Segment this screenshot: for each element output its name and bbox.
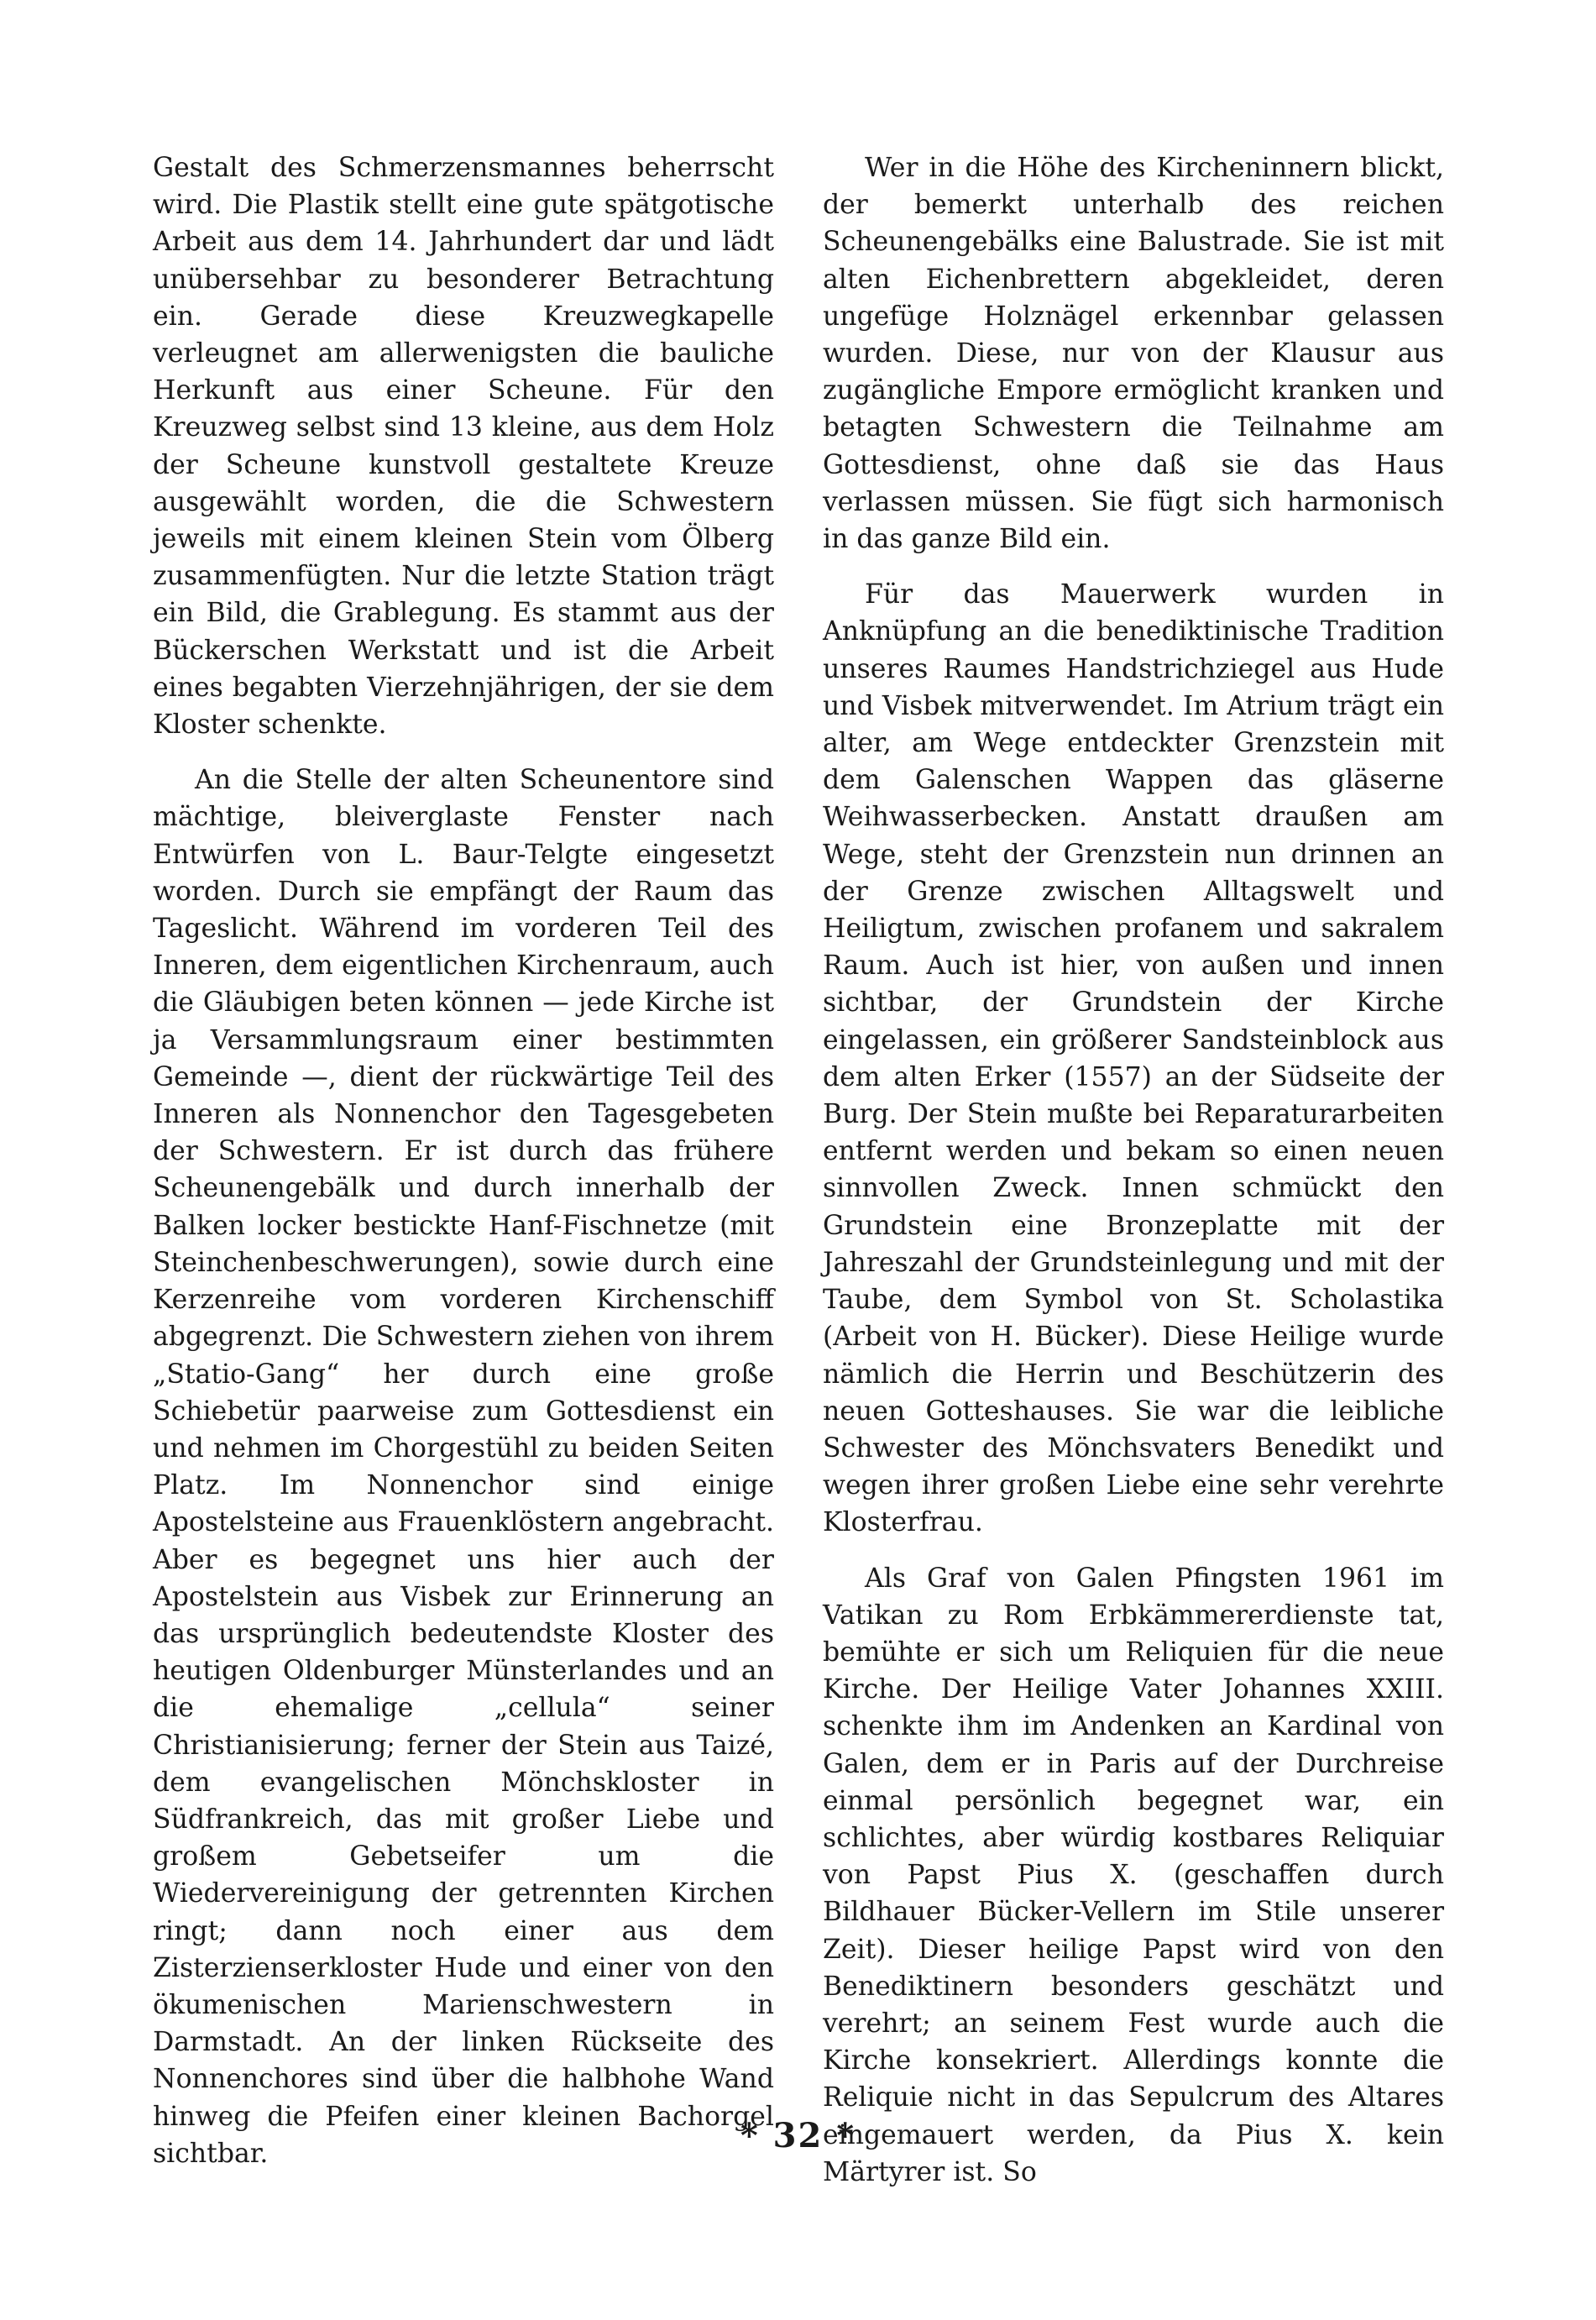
right-text-column — [823, 149, 1444, 2191]
left-text-column — [153, 149, 774, 2172]
paragraph: Für das Mauerwerk wurden in Anknüpfung an die benediktinische Tradition unseres Raumes Handstrichziegel aus Hude und Visbek mitverwendet. Im Atrium trägt ein alter, am Wege entdeckter Grenzstein mit dem Galenschen Wappen das gläserne Weihwasserbecken. Anstatt draußen am Wege, steht der Grenzstein nun drinnen an der Grenze zwischen Alltagswelt und Heiligtum, zwischen profanem und sakralem Raum. Auch ist hier, von außen und innen sichtbar, der Grundstein der Kirche eingelassen, ein größerer Sandsteinblock aus dem alten Erker (1557) an der Südseite der Burg. Der Stein mußte bei Reparaturarbeiten entfernt werden und bekam so einen neuen sinnvollen Zweck. Innen schmückt den Grundstein eine Bronzeplatte mit der Jahreszahl der Grundsteinlegung und mit der Taube, dem Symbol von St. Scholastika (Arbeit von H. Bücker). Diese Heilige wurde nämlich die Herrin und Beschützerin des neuen Gotteshauses. Sie war die leibliche Schwester des Mönchsvaters Benedikt und wegen ihrer großen Liebe eine sehr verehrte Klosterfrau. — [823, 579, 1444, 1538]
page-number: * 32 * — [740, 2116, 856, 2155]
paragraph: An die Stelle der alten Scheunentore sind mächtige, bleiverglaste Fenster nach Entwürfen von L. Baur-Telgte eingesetzt worden. Durch sie empfängt der Raum das Tageslicht. Während im vorderen Teil des Inneren, dem eigentlichen Kirchenraum, auch die Gläubigen beten können — jede Kirche ist ja Versammlungsraum einer bestimmten Gemeinde —, dient der rückwärtige Teil des Inneren als Nonnenchor den Tagesgebeten der Schwestern. Er ist durch das frühere Scheunengebälk und durch innerhalb der Balken locker bestickte Hanf-Fischnetze (mit Steinchenbeschwerungen), sowie durch eine Kerzenreihe vom vorderen Kirchenschiff abgegrenzt. Die Schwestern ziehen von ihrem „Statio-Gang“ her durch eine große Schiebetür paarweise zum Gottesdienst ein und nehmen im Chorgestühl zu beiden Seiten Platz. Im Nonnenchor sind einige Apostelsteine aus Frauenklöstern angebracht. Aber es begegnet uns hier auch der Apostelstein aus Visbek zur Erinnerung an das ursprünglich bedeutendste Kloster des heutigen Oldenburger Münsterlandes und an die ehemalige „cellula“ seiner Christianisierung; ferner der Stein aus Taizé, dem evangelischen Mönchskloster in Südfrankreich, das mit großer Liebe und großem Gebetseifer um die Wiedervereinigung der getrennten Kirchen ringt; dann noch einer aus dem Zisterzienserkloster Hude und einer von den ökumenischen Marienschwestern in Darmstadt. An der linken Rückseite des Nonnenchores sind über die halbhohe Wand hinweg die Pfeifen einer kleinen Bachorgel sichtbar. — [153, 765, 774, 2169]
paragraph: Gestalt des Schmerzensmannes beherrscht wird. Die Plastik stellt eine gute spätgotische Arbeit aus dem 14. Jahrhundert dar und lädt unübersehbar zu besonderer Betrachtung ein. Gerade diese Kreuzwegkapelle verleugnet am allerwenigsten die bauliche Herkunft aus einer Scheune. Für den Kreuzweg selbst sind 13 kleine, aus dem Holz der Scheune kunstvoll gestaltete Kreuze ausgewählt worden, die die Schwestern jeweils mit einem kleinen Stein vom Ölberg zusammenfügten. Nur die letzte Station trägt ein Bild, die Grablegung. Es stammt aus der Bückerschen Werkstatt und ist die Arbeit eines begabten Vierzehnjährigen, der sie dem Kloster schenkte. — [153, 153, 774, 741]
paragraph: Wer in die Höhe des Kircheninnern blickt, der bemerkt unterhalb des reichen Scheunengebälks eine Balustrade. Sie ist mit alten Eichenbrettern abgekleidet, deren ungefüge Holznägel erkennbar gelassen wurden. Diese, nur von der Klausur aus zugängliche Empore ermöglicht kranken und betagten Schwestern die Teilnahme am Gottesdienst, ohne daß sie das Haus verlassen müssen. Sie fügt sich harmonisch in das ganze Bild ein. — [823, 153, 1444, 555]
paragraph: Als Graf von Galen Pfingsten 1961 im Vatikan zu Rom Erbkämmererdienste tat, bemühte er sich um Reliquien für die neue Kirche. Der Heilige Vater Johannes XXIII. schenkte ihm im Andenken an Kardinal von Galen, dem er in Paris auf der Durchreise einmal persönlich begegnet war, ein schlichtes, aber würdig kostbares Reliquiar von Papst Pius X. (geschaffen durch Bildhauer Bücker-Vellern im Stile unserer Zeit). Dieser heilige Papst wird von den Benediktinern besonders geschätzt und verehrt; an seinem Fest wurde auch die Kirche konsekriert. Allerdings konnte die Reliquie nicht in das Sepulcrum des Altares eingemauert werden, da Pius X. kein Märtyrer ist. So — [823, 1563, 1444, 2187]
